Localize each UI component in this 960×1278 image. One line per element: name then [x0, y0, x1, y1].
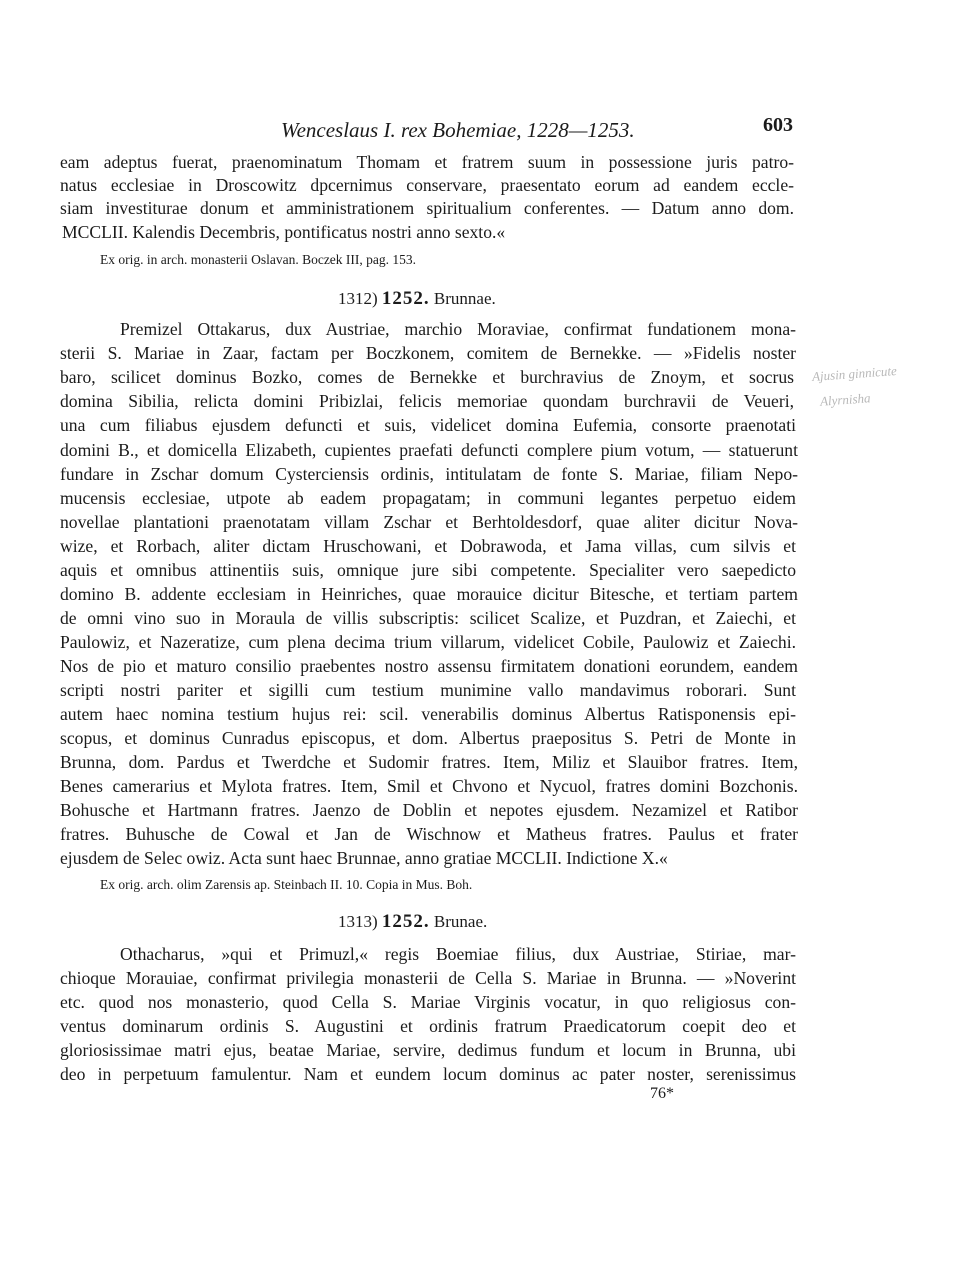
document-year: 1252. [381, 911, 430, 932]
running-head-title: Wenceslaus I. rex Bohemiae, 1228—1253. [281, 118, 635, 142]
text-line: wize, et Rorbach, aliter dictam Hruschowani, et Dobrawoda, et Jama villas, cum silvis et [60, 536, 796, 556]
margin-annotation: Alyrnisha [819, 390, 871, 409]
text-line: chioque Morauiae, confirmat privilegia monasterii de Cella S. Mariae in Brunna. — »Noverint [60, 968, 796, 988]
text-line: natus ecclesiae in Droscowitz dpcernimus conservare, praesentato eorum ad eandem eccle- [60, 175, 794, 195]
text-line: scopus, et dominus Cunradus episcopus, et dom. Albertus praepositus S. Petri de Monte in [60, 728, 796, 748]
text-line: novellae plantationi praenotatam villam Zschar et Berhtoldesdorf, quae aliter dicitur Nova- [60, 512, 798, 532]
text-line: Brunna, dom. Pardus et Twerdche et Sudomir fratres. Item, Miliz et Slauibor fratres. Item, [60, 752, 798, 772]
page-number: 603 [763, 114, 793, 136]
text-line: ventus dominarum ordinis S. Augustini et ordinis fratrum Praedicatorum coepit deo et [60, 1016, 796, 1036]
text-line: scripti nostri pariter et sigilli cum testium munimine vallo mandavimus roborari. Sunt [60, 680, 796, 700]
document-place: Brunnae. [433, 289, 496, 308]
signature-mark: 76* [650, 1085, 674, 1102]
text-line: domini B., et domicella Elizabeth, cupientes praefati defuncti complere pium votum, — statuerunt [60, 440, 798, 460]
document-heading [338, 911, 487, 933]
text-line: siam investiturae donum et amministrationem spiritualium conferentes. — Datum anno dom. [60, 198, 794, 218]
text-line: Benes camerarius et Mylota fratres. Item, Smil et Chvono et Nycuol, fratres domini Bozchonis. [60, 776, 798, 796]
document-number: 1312) [338, 289, 378, 308]
text-line: baro, scilicet dominus Bozko, comes de Bernekke et burchravius de Znoym, et socrus [60, 367, 794, 387]
running-head [281, 114, 793, 150]
document-place: Brunae. [433, 912, 488, 931]
text-line: de omni vino suo in Moraula de villis subscriptis: scilicet Scalize, et Puzdran, et Zaiechi, et [60, 608, 796, 628]
text-line: fratres. Buhusche de Cowal et Jan de Wischnow et Matheus fratres. Paulus et frater [60, 824, 798, 844]
text-line: Othacharus, »qui et Primuzl,« regis Boemiae filius, dux Austriae, Stiriae, mar- [120, 944, 796, 964]
text-line: ejusdem de Selec owiz. Acta sunt haec Brunnae, anno gratiae MCCLII. Indictione X.« [60, 848, 668, 868]
text-line: MCCLII. Kalendis Decembris, pontificatus nostri anno sexto.« [62, 222, 506, 242]
text-line: una cum filiabus ejusdem defuncti et suis, videlicet domina Eufemia, consorte praenotati [60, 415, 796, 435]
text-line: deo in perpetuum famulentur. Nam et eundem locum dominus ac pater noster, serenissimus [60, 1064, 796, 1084]
margin-annotation: Ajusin ginnicute [811, 363, 898, 384]
text-line: aquis et omnibus attinentiis suis, omnique jure sibi competente. Specialiter vero saepedicto [60, 560, 796, 580]
text-line: gloriosissimae matri ejus, beatae Mariae, servire, dedimus fundum et locum in Brunna, ubi [60, 1040, 796, 1060]
text-line: Nos de pio et maturo consilio praebentes nostro assensu firmitatem donationi eorundem, eandem [60, 656, 798, 676]
text-line: Paulowiz, et Nazeratize, cum plena decima trium villarum, videlicet Cobile, Paulowiz et Zaiechi. [60, 632, 796, 652]
text-line: Bohusche et Hartmann fratres. Jaenzo de Doblin et nepotes ejusdem. Nezamizel et Ratibor [60, 800, 798, 820]
source-citation: Ex orig. arch. olim Zarensis ap. Steinbach II. 10. Copia in Mus. Boh. [100, 877, 473, 892]
document-number: 1313) [338, 912, 378, 931]
text-line: mucensis ecclesiae, utpote ab eadem propagatam; in communi legantes perpetuo eidem [60, 488, 796, 508]
document-year: 1252. [381, 288, 430, 309]
text-line: domino B. addente ecclesiam in Heinriches, quae morauice dicitur Bitesche, et tertiam partem [60, 584, 798, 604]
text-line: domina Sibilia, relicta domini Pribizlai, felicis memoriae quondam burchravii de Veueri, [60, 391, 794, 411]
text-line: Premizel Ottakarus, dux Austriae, marchio Moraviae, confirmat fundationem mona- [120, 319, 796, 339]
document-heading [338, 288, 496, 310]
text-line: fundare in Zschar domum Cysterciensis ordinis, intitulatam de fonte S. Mariae, filiam Nepo- [60, 464, 798, 484]
text-line: autem haec nomina testium hujus rei: scil. venerabilis dominus Albertus Ratisponensis epi- [60, 704, 796, 724]
text-line: sterii S. Mariae in Zaar, factam per Boczkonem, comitem de Bernekke. — »Fidelis noster [60, 343, 796, 363]
text-line: eam adeptus fuerat, praenominatum Thomam et fratrem suum in possessione juris patro- [60, 152, 794, 172]
source-citation: Ex orig. in arch. monasterii Oslavan. Boczek III, pag. 153. [100, 252, 417, 267]
text-line: etc. quod nos monasterio, quod Cella S. Mariae Virginis vocatur, in quo religiosus con- [60, 992, 796, 1012]
